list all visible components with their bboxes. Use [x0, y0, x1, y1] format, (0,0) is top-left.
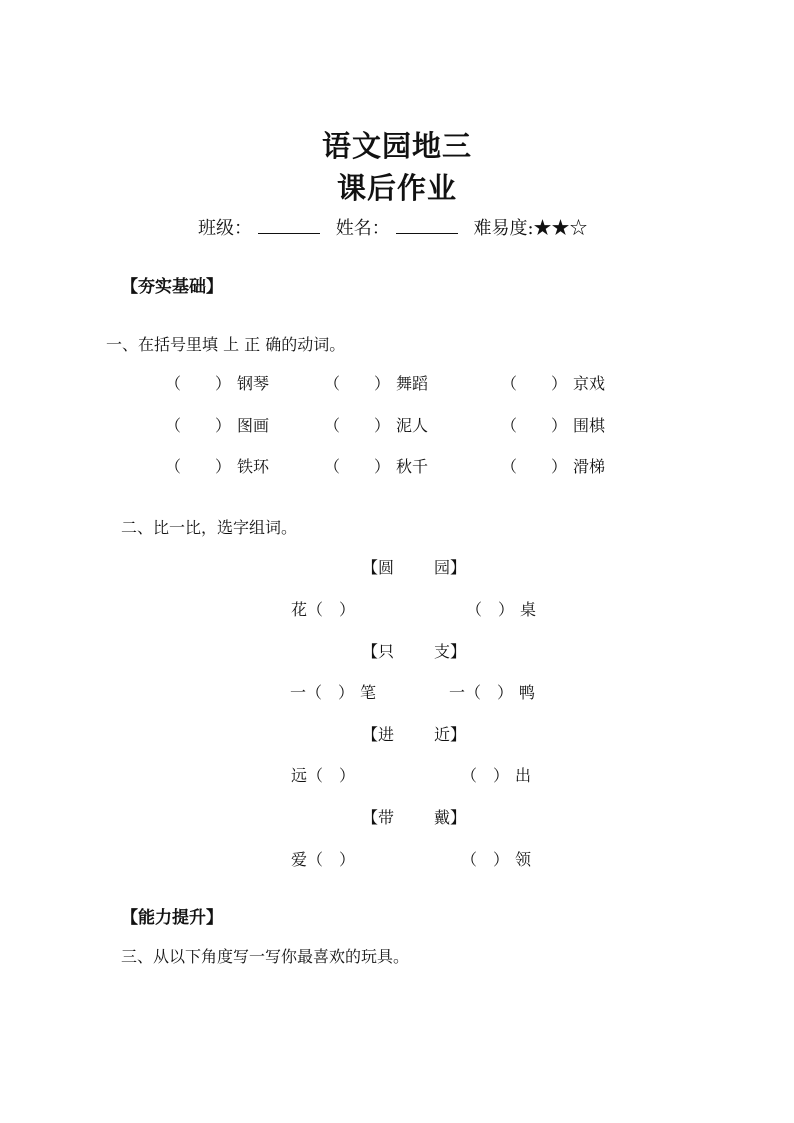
fill-blank-item — [165, 454, 269, 477]
open-paren[interactable]: （ — [466, 600, 483, 619]
close-paren: ） — [493, 766, 510, 785]
char-b: 园 — [434, 558, 451, 577]
close-paren: ） — [339, 600, 356, 619]
item-word: 舞蹈 — [396, 374, 429, 393]
char-a: 进 — [378, 725, 395, 744]
fill-blank-item — [501, 454, 605, 477]
word-blank-left — [290, 680, 376, 703]
fill-blank-item — [324, 371, 428, 394]
close-paren: ） — [339, 766, 356, 785]
word-blank-right — [466, 597, 536, 620]
section-ability-heading: 【能力提升】 — [121, 908, 223, 928]
open-paren[interactable]: （ — [461, 850, 478, 869]
char-pair-header — [362, 722, 466, 745]
page-title: 语文园地三 — [321, 129, 472, 163]
close-paren: ） — [551, 416, 568, 435]
open-paren[interactable]: （ — [307, 600, 324, 619]
student-info-line — [198, 214, 588, 240]
class-blank[interactable] — [258, 217, 320, 234]
char-a: 只 — [378, 642, 395, 661]
question-2-title: 二、比一比，选字组词。 — [121, 518, 298, 537]
char-b: 支 — [434, 642, 451, 661]
page-subtitle: 课后作业 — [336, 171, 457, 205]
open-paren[interactable]: （ — [501, 457, 518, 476]
item-word: 秋千 — [396, 457, 429, 476]
bracket-open: 【 — [362, 642, 379, 661]
open-paren[interactable]: （ — [501, 416, 518, 435]
char-pair-header — [362, 639, 466, 662]
char-pair-header — [362, 805, 466, 828]
close-paren: ） — [374, 416, 391, 435]
open-paren[interactable]: （ — [165, 457, 182, 476]
fill-blank-item — [165, 371, 269, 394]
item-word: 围棋 — [573, 416, 606, 435]
word-blank-left — [291, 597, 361, 620]
word-blank-right — [461, 763, 531, 786]
bracket-close: 】 — [450, 808, 467, 827]
char-pair-header — [362, 555, 466, 578]
bracket-close: 】 — [450, 725, 467, 744]
open-paren[interactable]: （ — [165, 416, 182, 435]
open-paren[interactable]: （ — [324, 457, 341, 476]
close-paren: ） — [497, 683, 514, 702]
close-paren: ） — [374, 457, 391, 476]
section-foundation-heading: 【夯实基础】 — [121, 277, 223, 297]
item-word: 滑梯 — [573, 457, 606, 476]
item-word: 京戏 — [573, 374, 606, 393]
item-word: 钢琴 — [237, 374, 270, 393]
char-b: 戴 — [434, 808, 451, 827]
prefix-char: 远 — [291, 766, 308, 785]
bracket-close: 】 — [450, 642, 467, 661]
open-paren[interactable]: （ — [461, 766, 478, 785]
suffix-char: 笔 — [360, 683, 377, 702]
open-paren[interactable]: （ — [306, 683, 323, 702]
word-blank-left — [291, 763, 361, 786]
bracket-open: 【 — [362, 725, 379, 744]
char-a: 带 — [378, 808, 395, 827]
fill-blank-item — [501, 413, 605, 436]
open-paren[interactable]: （ — [465, 683, 482, 702]
char-a: 圆 — [378, 558, 395, 577]
suffix-char: 出 — [515, 766, 532, 785]
suffix-char: 鸭 — [519, 683, 536, 702]
difficulty-label: 难易度: — [473, 218, 534, 239]
open-paren[interactable]: （ — [165, 374, 182, 393]
suffix-char: 领 — [515, 850, 532, 869]
close-paren: ） — [498, 600, 515, 619]
word-blank-right — [449, 680, 535, 703]
close-paren: ） — [551, 457, 568, 476]
item-word: 图画 — [237, 416, 270, 435]
question-3-title: 三、从以下角度写一写你最喜欢的玩具。 — [121, 947, 410, 966]
close-paren: ） — [215, 416, 232, 435]
difficulty-stars: ★★☆ — [533, 218, 588, 239]
name-blank[interactable] — [396, 217, 458, 234]
open-paren[interactable]: （ — [324, 416, 341, 435]
prefix-char: 一 — [290, 683, 307, 702]
prefix-char: 一 — [449, 683, 466, 702]
item-word: 泥人 — [396, 416, 429, 435]
bracket-open: 【 — [362, 808, 379, 827]
char-b: 近 — [434, 725, 451, 744]
question-1-title: 一、在括号里填 上 正 确的动词。 — [106, 335, 346, 354]
open-paren[interactable]: （ — [307, 766, 324, 785]
prefix-char: 花 — [291, 600, 308, 619]
word-blank-left — [291, 847, 361, 870]
close-paren: ） — [215, 457, 232, 476]
fill-blank-item — [501, 371, 605, 394]
close-paren: ） — [338, 683, 355, 702]
class-label: 班级： — [198, 218, 252, 239]
close-paren: ） — [339, 850, 356, 869]
name-label: 姓名： — [335, 218, 390, 239]
close-paren: ） — [551, 374, 568, 393]
close-paren: ） — [493, 850, 510, 869]
open-paren[interactable]: （ — [501, 374, 518, 393]
prefix-char: 爱 — [291, 850, 308, 869]
suffix-char: 桌 — [520, 600, 537, 619]
bracket-open: 【 — [362, 558, 379, 577]
word-blank-right — [461, 847, 531, 870]
open-paren[interactable]: （ — [324, 374, 341, 393]
item-word: 铁环 — [237, 457, 270, 476]
close-paren: ） — [374, 374, 391, 393]
fill-blank-item — [324, 454, 428, 477]
fill-blank-item — [165, 413, 269, 436]
fill-blank-item — [324, 413, 428, 436]
close-paren: ） — [215, 374, 232, 393]
bracket-close: 】 — [450, 558, 467, 577]
open-paren[interactable]: （ — [307, 850, 324, 869]
